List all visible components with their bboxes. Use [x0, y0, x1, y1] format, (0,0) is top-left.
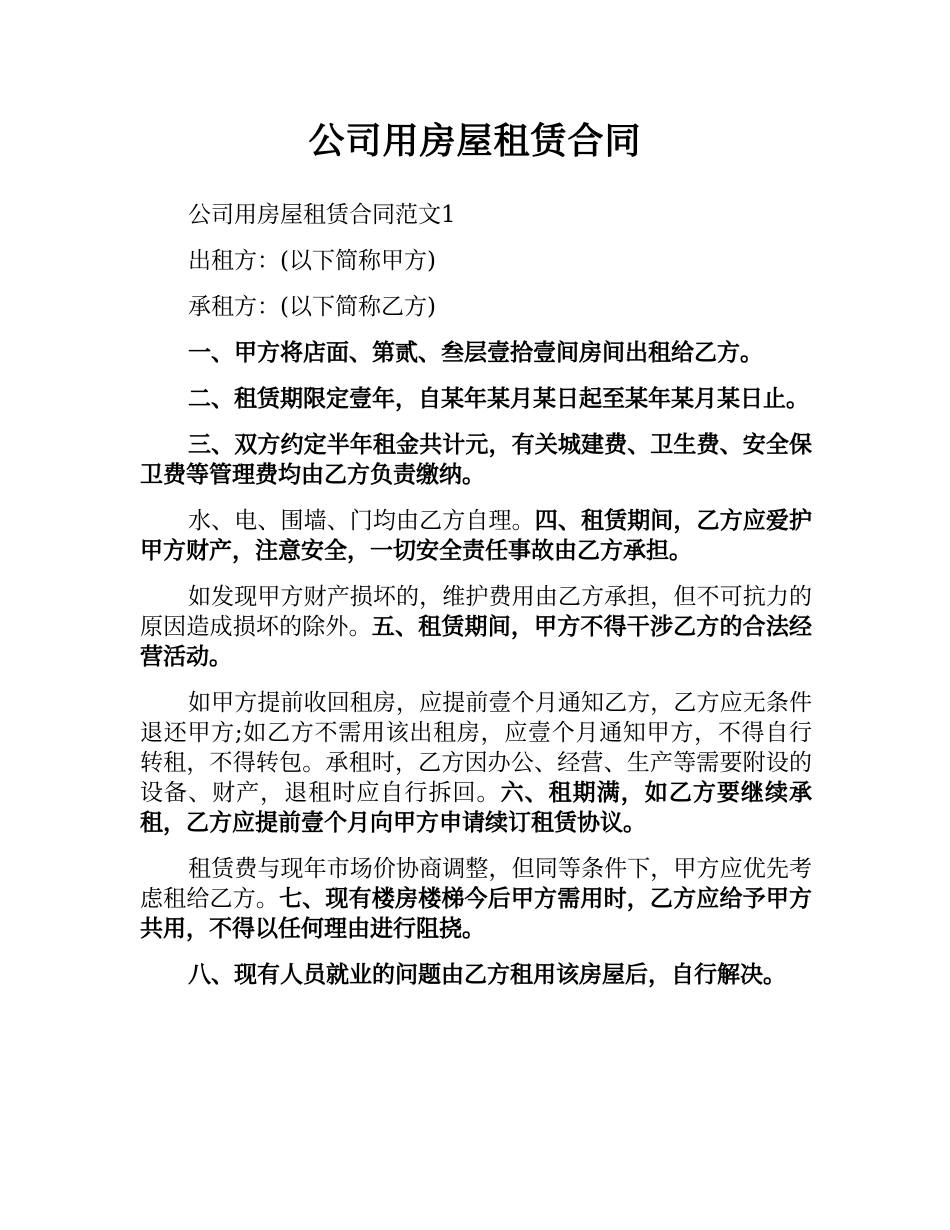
clause-4: 四、租赁期间，乙方应爱护甲方财产，注意安全，一切安全责任事故由乙方承担。 [140, 508, 813, 564]
clause-7: 七、现有楼房楼梯今后甲方需用时，乙方应给予甲方共用，不得以任何理由进行阻挠。 [140, 886, 813, 942]
paragraph-termination [140, 688, 812, 838]
clause-2: 二、租赁期限定壹年，自某年某月某日起至某年某月某日止。 [188, 386, 809, 412]
document-body [140, 200, 812, 1006]
clause-1: 一、甲方将店面、第贰、叁层壹拾壹间房间出租给乙方。 [188, 340, 763, 366]
paragraph-lessee: 承租方：(以下简称乙方) [188, 294, 436, 320]
paragraph-utilities-text: 水、电、围墙、门均由乙方自理。 [188, 508, 535, 534]
paragraph-termination-text: 如甲方提前收回租房，应提前壹个月通知乙方，乙方应无条件退还甲方;如乙方不需用该出租房，应壹个月通知甲方，不得自行转租，不得转包。承租时，乙方因办公、经营、生产等需要附设的设备、财产，退租时应自行拆回。 [140, 690, 812, 806]
clause-5: 五、租赁期间，甲方不得干涉乙方的合法经营活动。 [140, 614, 813, 670]
paragraph-utilities [140, 506, 812, 566]
paragraph-heading: 公司用房屋租赁合同范文1 [188, 202, 456, 228]
clause-8: 八、现有人员就业的问题由乙方租用该房屋后，自行解决。 [188, 962, 786, 988]
clause-6: 六、租期满，如乙方要继续承租，乙方应提前壹个月向甲方申请续订租赁协议。 [140, 780, 813, 836]
document-title: 公司用房屋租赁合同 [308, 121, 642, 162]
clause-3: 三、双方约定半年租金共计元，有关城建费、卫生费、安全保卫费等管理费均由乙方负责缴纳。 [140, 432, 812, 488]
paragraph-damage-text: 如发现甲方财产损坏的，维护费用由乙方承担，但不可抗力的原因造成损坏的除外。 [140, 584, 812, 640]
paragraph-rent-adjust [140, 854, 812, 944]
paragraph-lessor: 出租方：(以下简称甲方) [188, 248, 436, 274]
paragraph-rent-adjust-text: 租赁费与现年市场价协商调整，但同等条件下，甲方应优先考虑租给乙方。 [140, 856, 812, 912]
paragraph-damage [140, 582, 812, 672]
